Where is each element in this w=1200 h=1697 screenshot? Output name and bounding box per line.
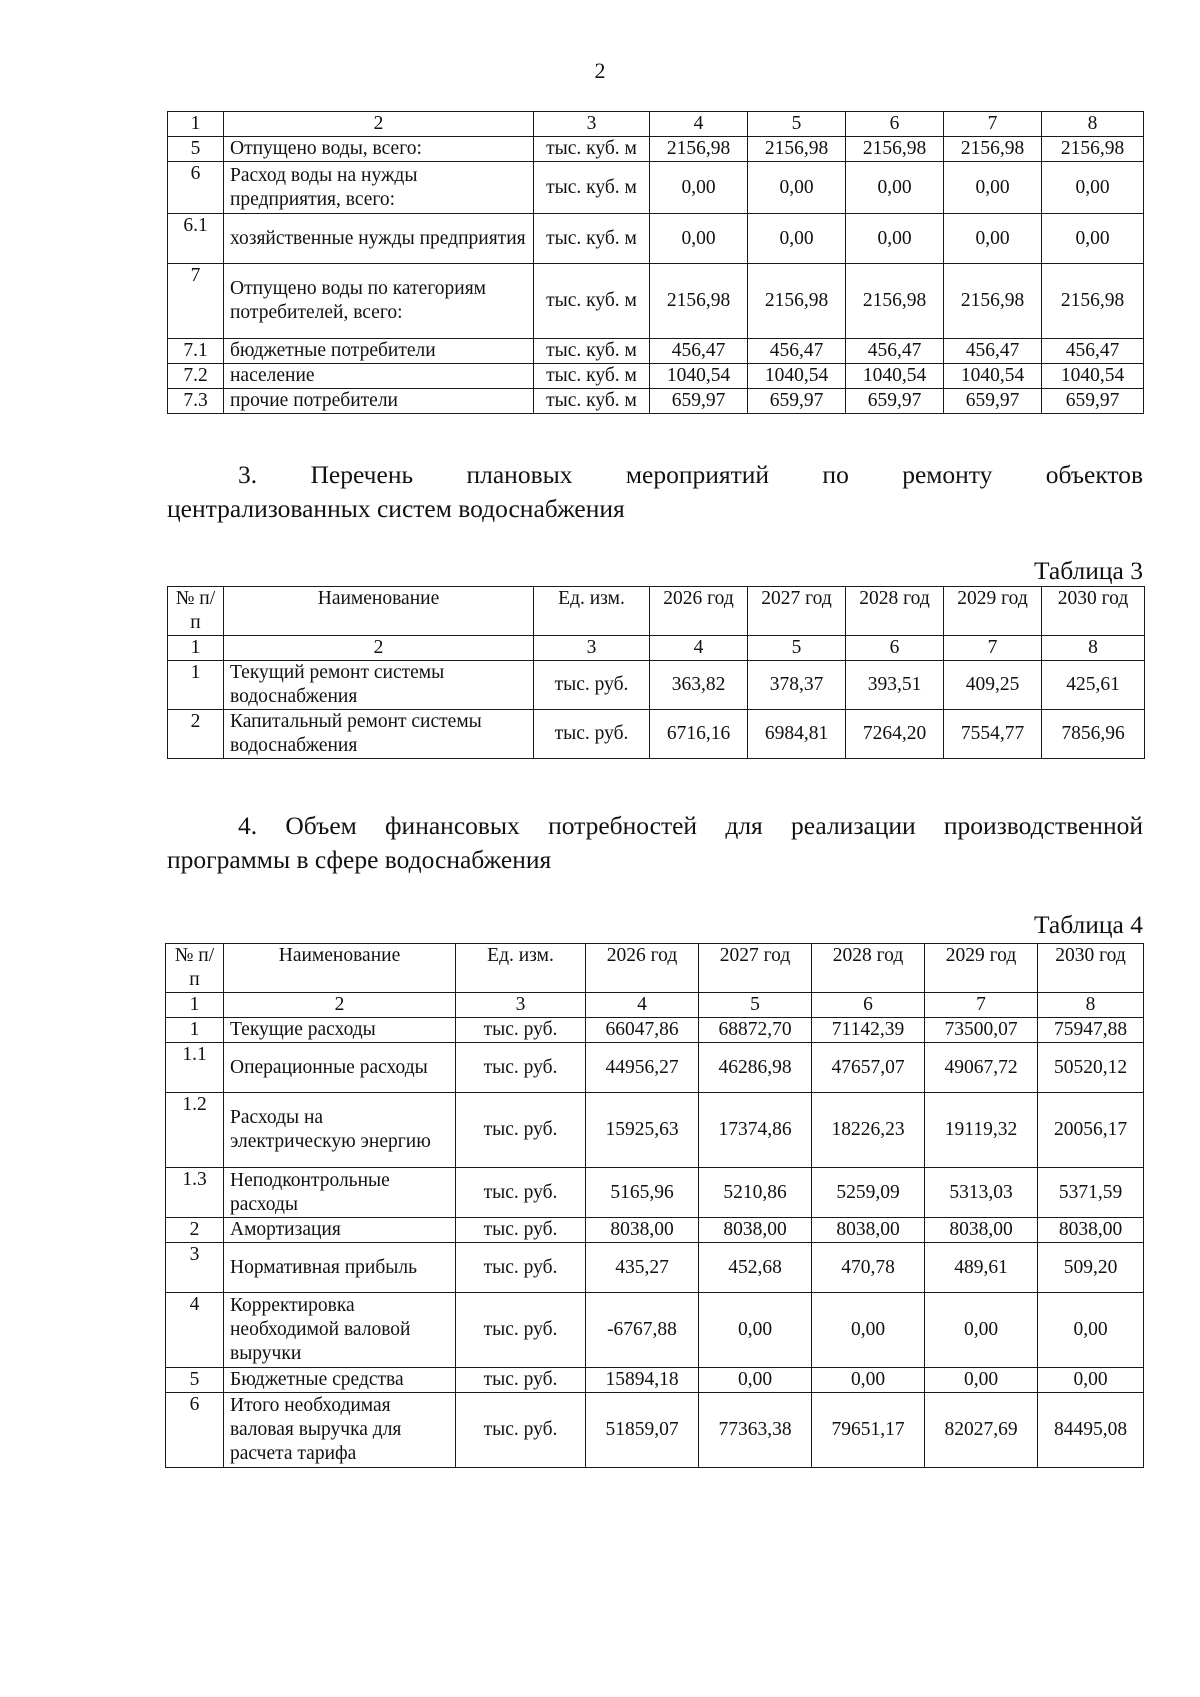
row-value-cell: 49067,72 (925, 1043, 1038, 1093)
row-value-cell: 659,97 (846, 389, 944, 414)
row-value-cell: 2156,98 (846, 137, 944, 162)
header-unit-cell: Ед. изм. (534, 587, 650, 636)
row-unit-cell: тыс. руб. (456, 1043, 586, 1093)
table-row (166, 1368, 1144, 1393)
table-header-row (168, 587, 1145, 636)
row-unit-cell: тыс. куб. м (534, 264, 650, 339)
row-value-cell: 0,00 (846, 162, 944, 214)
row-value-cell: 82027,69 (925, 1393, 1038, 1468)
column-number-cell: 5 (748, 636, 846, 661)
table-row (168, 162, 1144, 214)
row-value-cell: 50520,12 (1038, 1043, 1144, 1093)
row-unit-cell: тыс. руб. (456, 1368, 586, 1393)
row-value-cell: -6767,88 (586, 1293, 699, 1368)
row-number-cell: 7.2 (168, 364, 224, 389)
row-value-cell: 0,00 (1042, 162, 1144, 214)
section-3-heading-line-1: 3. Перечень плановых мероприятий по ремонту объектов (238, 460, 1143, 489)
row-value-cell: 19119,32 (925, 1093, 1038, 1168)
table-row (166, 1218, 1144, 1243)
row-name-cell: Текущие расходы (224, 1018, 456, 1043)
row-value-cell: 456,47 (1042, 339, 1144, 364)
row-unit-cell: тыс. руб. (456, 1218, 586, 1243)
row-value-cell: 8038,00 (812, 1218, 925, 1243)
row-value-cell: 1040,54 (846, 364, 944, 389)
row-number-cell: 5 (166, 1368, 224, 1393)
table-row (166, 1093, 1144, 1168)
row-value-cell: 20056,17 (1038, 1093, 1144, 1168)
row-value-cell: 77363,38 (699, 1393, 812, 1468)
table-3 (167, 586, 1145, 759)
row-value-cell: 2156,98 (748, 137, 846, 162)
row-value-cell: 456,47 (650, 339, 748, 364)
row-value-cell: 1040,54 (1042, 364, 1144, 389)
column-number-cell: 3 (534, 112, 650, 137)
row-value-cell: 470,78 (812, 1243, 925, 1293)
page-number: 2 (594, 58, 606, 83)
header-num-cell: № п/п (166, 944, 224, 993)
row-name-cell: Итого необходимая валовая выручка для расчета тарифа (224, 1393, 456, 1468)
header-year-cell: 2028 год (812, 944, 925, 993)
row-name-cell: Расход воды на нужды предприятия, всего: (224, 162, 534, 214)
row-value-cell: 6716,16 (650, 710, 748, 759)
row-value-cell: 435,27 (586, 1243, 699, 1293)
row-name-cell: Нормативная прибыль (224, 1243, 456, 1293)
row-number-cell: 6 (168, 162, 224, 214)
row-name-cell: Текущий ремонт системы водоснабжения (224, 661, 534, 710)
row-value-cell: 452,68 (699, 1243, 812, 1293)
row-value-cell: 47657,07 (812, 1043, 925, 1093)
row-value-cell: 456,47 (846, 339, 944, 364)
row-value-cell: 0,00 (650, 214, 748, 264)
row-unit-cell: тыс. руб. (456, 1018, 586, 1043)
column-number-cell: 1 (168, 112, 224, 137)
column-number-cell: 7 (944, 112, 1042, 137)
section-3-heading-line-2: централизованных систем водоснабжения (167, 494, 625, 523)
row-value-cell: 68872,70 (699, 1018, 812, 1043)
row-number-cell: 7.1 (168, 339, 224, 364)
row-number-cell: 6 (166, 1393, 224, 1468)
header-unit-cell: Ед. изм. (456, 944, 586, 993)
column-number-cell: 2 (224, 636, 534, 661)
column-number-row (168, 112, 1144, 137)
row-value-cell: 0,00 (812, 1293, 925, 1368)
row-unit-cell: тыс. куб. м (534, 364, 650, 389)
table-row (166, 1043, 1144, 1093)
section-4-heading-line-1: 4. Объем финансовых потребностей для реализации производственной (238, 811, 1143, 840)
column-number-cell: 8 (1042, 112, 1144, 137)
row-value-cell: 0,00 (699, 1293, 812, 1368)
column-number-cell: 6 (846, 636, 944, 661)
row-value-cell: 363,82 (650, 661, 748, 710)
column-number-cell: 3 (534, 636, 650, 661)
table-3-caption: Таблица 3 (1033, 556, 1143, 585)
row-number-cell: 2 (166, 1218, 224, 1243)
row-value-cell: 1040,54 (650, 364, 748, 389)
row-name-cell: прочие потребители (224, 389, 534, 414)
row-value-cell: 0,00 (748, 162, 846, 214)
row-unit-cell: тыс. куб. м (534, 389, 650, 414)
row-number-cell: 7.3 (168, 389, 224, 414)
row-value-cell: 0,00 (812, 1368, 925, 1393)
column-number-cell: 5 (699, 993, 812, 1018)
header-year-cell: 2030 год (1038, 944, 1144, 993)
row-value-cell: 0,00 (925, 1293, 1038, 1368)
row-value-cell: 0,00 (1042, 214, 1144, 264)
row-value-cell: 456,47 (748, 339, 846, 364)
column-number-cell: 5 (748, 112, 846, 137)
row-value-cell: 0,00 (748, 214, 846, 264)
row-name-cell: Корректировка необходимой валовой выручки (224, 1293, 456, 1368)
row-unit-cell: тыс. руб. (456, 1093, 586, 1168)
row-value-cell: 2156,98 (748, 264, 846, 339)
column-number-cell: 7 (925, 993, 1038, 1018)
row-unit-cell: тыс. куб. м (534, 214, 650, 264)
row-unit-cell: тыс. руб. (534, 661, 650, 710)
row-value-cell: 44956,27 (586, 1043, 699, 1093)
row-value-cell: 409,25 (944, 661, 1042, 710)
row-number-cell: 6.1 (168, 214, 224, 264)
row-name-cell: бюджетные потребители (224, 339, 534, 364)
column-number-cell: 4 (650, 636, 748, 661)
column-number-cell: 4 (650, 112, 748, 137)
row-name-cell: Отпущено воды, всего: (224, 137, 534, 162)
row-number-cell: 7 (168, 264, 224, 339)
row-value-cell: 66047,86 (586, 1018, 699, 1043)
header-year-cell: 2026 год (650, 587, 748, 636)
header-year-cell: 2029 год (925, 944, 1038, 993)
row-value-cell: 5165,96 (586, 1168, 699, 1218)
column-number-cell: 7 (944, 636, 1042, 661)
column-number-cell: 6 (812, 993, 925, 1018)
column-number-cell: 2 (224, 112, 534, 137)
header-year-cell: 2027 год (748, 587, 846, 636)
row-value-cell: 2156,98 (650, 137, 748, 162)
row-value-cell: 2156,98 (944, 137, 1042, 162)
row-number-cell: 4 (166, 1293, 224, 1368)
row-value-cell: 5313,03 (925, 1168, 1038, 1218)
row-name-cell: Амортизация (224, 1218, 456, 1243)
table-row (168, 661, 1145, 710)
row-value-cell: 84495,08 (1038, 1393, 1144, 1468)
row-value-cell: 15925,63 (586, 1093, 699, 1168)
row-value-cell: 0,00 (1038, 1293, 1144, 1368)
row-value-cell: 2156,98 (846, 264, 944, 339)
row-value-cell: 5210,86 (699, 1168, 812, 1218)
row-value-cell: 0,00 (925, 1368, 1038, 1393)
row-value-cell: 0,00 (846, 214, 944, 264)
row-value-cell: 51859,07 (586, 1393, 699, 1468)
row-value-cell: 378,37 (748, 661, 846, 710)
row-value-cell: 0,00 (944, 162, 1042, 214)
row-value-cell: 456,47 (944, 339, 1042, 364)
column-number-cell: 8 (1042, 636, 1145, 661)
row-unit-cell: тыс. куб. м (534, 137, 650, 162)
row-value-cell: 5371,59 (1038, 1168, 1144, 1218)
section-4-heading-line-2: программы в сфере водоснабжения (167, 845, 552, 874)
table-2-continuation (167, 111, 1144, 414)
header-year-cell: 2027 год (699, 944, 812, 993)
row-value-cell: 0,00 (944, 214, 1042, 264)
row-unit-cell: тыс. руб. (456, 1243, 586, 1293)
row-unit-cell: тыс. руб. (456, 1393, 586, 1468)
column-number-cell: 2 (224, 993, 456, 1018)
row-value-cell: 5259,09 (812, 1168, 925, 1218)
row-value-cell: 46286,98 (699, 1043, 812, 1093)
header-year-cell: 2026 год (586, 944, 699, 993)
row-number-cell: 1.2 (166, 1093, 224, 1168)
table-row (168, 339, 1144, 364)
column-number-cell: 1 (166, 993, 224, 1018)
row-value-cell: 2156,98 (1042, 137, 1144, 162)
row-value-cell: 0,00 (650, 162, 748, 214)
row-value-cell: 15894,18 (586, 1368, 699, 1393)
row-number-cell: 5 (168, 137, 224, 162)
row-value-cell: 8038,00 (925, 1218, 1038, 1243)
row-name-cell: население (224, 364, 534, 389)
table-row (166, 1243, 1144, 1293)
table-row (168, 137, 1144, 162)
column-number-row (166, 993, 1144, 1018)
row-name-cell: Отпущено воды по категориям потребителей, всего: (224, 264, 534, 339)
header-num-cell: № п/п (168, 587, 224, 636)
row-value-cell: 659,97 (650, 389, 748, 414)
row-number-cell: 1.3 (166, 1168, 224, 1218)
table-row (166, 1293, 1144, 1368)
row-number-cell: 1 (166, 1018, 224, 1043)
column-number-cell: 4 (586, 993, 699, 1018)
row-value-cell: 1040,54 (944, 364, 1042, 389)
row-unit-cell: тыс. руб. (456, 1168, 586, 1218)
table-row (166, 1018, 1144, 1043)
row-value-cell: 75947,88 (1038, 1018, 1144, 1043)
table-row (168, 264, 1144, 339)
row-value-cell: 6984,81 (748, 710, 846, 759)
table-row (166, 1393, 1144, 1468)
row-value-cell: 2156,98 (1042, 264, 1144, 339)
row-value-cell: 2156,98 (650, 264, 748, 339)
row-value-cell: 73500,07 (925, 1018, 1038, 1043)
column-number-cell: 6 (846, 112, 944, 137)
row-unit-cell: тыс. куб. м (534, 339, 650, 364)
row-value-cell: 0,00 (1038, 1368, 1144, 1393)
header-year-cell: 2029 год (944, 587, 1042, 636)
row-value-cell: 7856,96 (1042, 710, 1145, 759)
row-value-cell: 71142,39 (812, 1018, 925, 1043)
table-header-row (166, 944, 1144, 993)
row-value-cell: 425,61 (1042, 661, 1145, 710)
row-name-cell: Неподконтрольные расходы (224, 1168, 456, 1218)
header-name-cell: Наименование (224, 944, 456, 993)
row-value-cell: 8038,00 (586, 1218, 699, 1243)
row-value-cell: 659,97 (748, 389, 846, 414)
column-number-cell: 3 (456, 993, 586, 1018)
row-value-cell: 659,97 (944, 389, 1042, 414)
row-number-cell: 1.1 (166, 1043, 224, 1093)
table-row (168, 710, 1145, 759)
row-name-cell: Операционные расходы (224, 1043, 456, 1093)
table-4 (165, 943, 1144, 1468)
table-row (168, 364, 1144, 389)
table-4-caption: Таблица 4 (1033, 910, 1143, 939)
row-value-cell: 0,00 (699, 1368, 812, 1393)
column-number-cell: 8 (1038, 993, 1144, 1018)
row-value-cell: 659,97 (1042, 389, 1144, 414)
row-value-cell: 7264,20 (846, 710, 944, 759)
row-value-cell: 8038,00 (699, 1218, 812, 1243)
table-row (168, 389, 1144, 414)
table-row (168, 214, 1144, 264)
row-value-cell: 1040,54 (748, 364, 846, 389)
row-unit-cell: тыс. куб. м (534, 162, 650, 214)
row-unit-cell: тыс. руб. (534, 710, 650, 759)
column-number-row (168, 636, 1145, 661)
row-unit-cell: тыс. руб. (456, 1293, 586, 1368)
row-name-cell: хозяйственные нужды предприятия (224, 214, 534, 264)
column-number-cell: 1 (168, 636, 224, 661)
row-name-cell: Расходы на электрическую энергию (224, 1093, 456, 1168)
row-number-cell: 1 (168, 661, 224, 710)
row-value-cell: 8038,00 (1038, 1218, 1144, 1243)
row-number-cell: 2 (168, 710, 224, 759)
row-value-cell: 7554,77 (944, 710, 1042, 759)
row-value-cell: 17374,86 (699, 1093, 812, 1168)
header-year-cell: 2028 год (846, 587, 944, 636)
header-name-cell: Наименование (224, 587, 534, 636)
row-value-cell: 18226,23 (812, 1093, 925, 1168)
row-number-cell: 3 (166, 1243, 224, 1293)
row-value-cell: 489,61 (925, 1243, 1038, 1293)
row-value-cell: 2156,98 (944, 264, 1042, 339)
row-value-cell: 393,51 (846, 661, 944, 710)
table-row (166, 1168, 1144, 1218)
row-name-cell: Бюджетные средства (224, 1368, 456, 1393)
row-value-cell: 509,20 (1038, 1243, 1144, 1293)
header-year-cell: 2030 год (1042, 587, 1145, 636)
row-value-cell: 79651,17 (812, 1393, 925, 1468)
row-name-cell: Капитальный ремонт системы водоснабжения (224, 710, 534, 759)
